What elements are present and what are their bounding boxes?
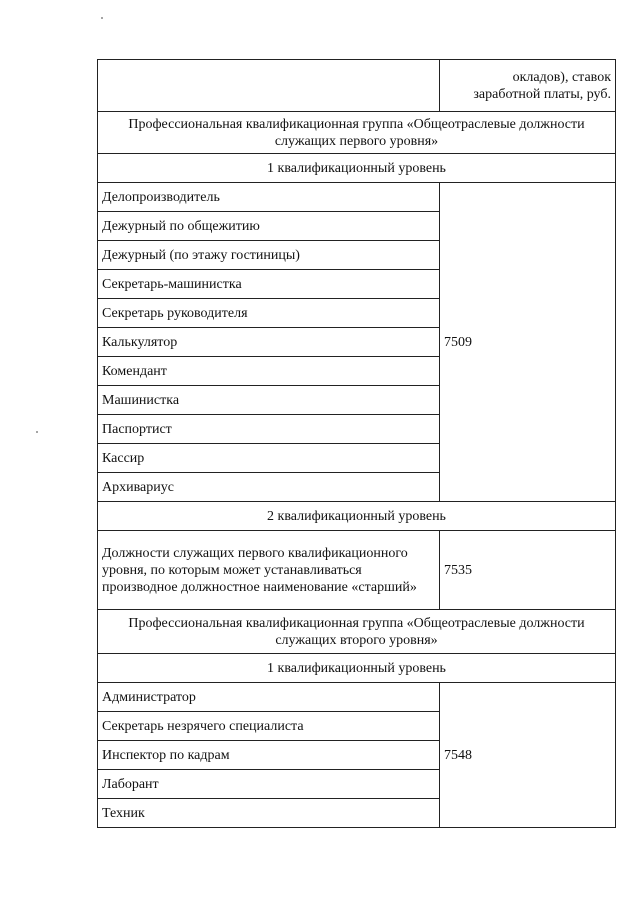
- scan-speck: [101, 17, 103, 19]
- header-col1: [98, 60, 440, 112]
- salary-value: 7548: [440, 683, 616, 828]
- position-name: Секретарь-машинистка: [98, 270, 440, 299]
- salary-value: 7535: [440, 531, 616, 610]
- position-name: Инспектор по кадрам: [98, 741, 440, 770]
- position-name: Администратор: [98, 683, 440, 712]
- level-title-row: [98, 154, 616, 183]
- level-title: 1 квалификационный уровень: [98, 154, 616, 183]
- position-name: Дежурный (по этажу гостиницы): [98, 241, 440, 270]
- salary-value: 7509: [440, 183, 616, 502]
- group-title-row: [98, 112, 616, 154]
- position-name: Секретарь незрячего специалиста: [98, 712, 440, 741]
- position-name: Калькулятор: [98, 328, 440, 357]
- level-title-row: [98, 654, 616, 683]
- position-name: Секретарь руководителя: [98, 299, 440, 328]
- table-row: [98, 531, 616, 610]
- position-name: Комендант: [98, 357, 440, 386]
- level-title: 1 квалификационный уровень: [98, 654, 616, 683]
- level-title-row: [98, 502, 616, 531]
- position-name: Кассир: [98, 444, 440, 473]
- position-name: Паспортист: [98, 415, 440, 444]
- header-col2: окладов), ставок заработной платы, руб.: [440, 60, 616, 112]
- group-title: Профессиональная квалификационная группа «Общеотраслевые должности служащих первого уровня»: [98, 112, 616, 154]
- position-name: Дежурный по общежитию: [98, 212, 440, 241]
- position-name: Архивариус: [98, 473, 440, 502]
- position-name: Должности служащих первого квалификационного уровня, по которым может устанавливаться производное должностное наименование «старший»: [98, 531, 440, 610]
- salary-table: [97, 59, 616, 828]
- position-name: Машинистка: [98, 386, 440, 415]
- position-name: Лаборант: [98, 770, 440, 799]
- position-name: Делопроизводитель: [98, 183, 440, 212]
- position-name: Техник: [98, 799, 440, 828]
- group-title-row: [98, 610, 616, 654]
- group-title: Профессиональная квалификационная группа «Общеотраслевые должности служащих второго уровня»: [98, 610, 616, 654]
- table-header-row: [98, 60, 616, 112]
- table-row: [98, 183, 616, 212]
- table-row: [98, 683, 616, 712]
- level-title: 2 квалификационный уровень: [98, 502, 616, 531]
- scan-speck: [36, 431, 38, 433]
